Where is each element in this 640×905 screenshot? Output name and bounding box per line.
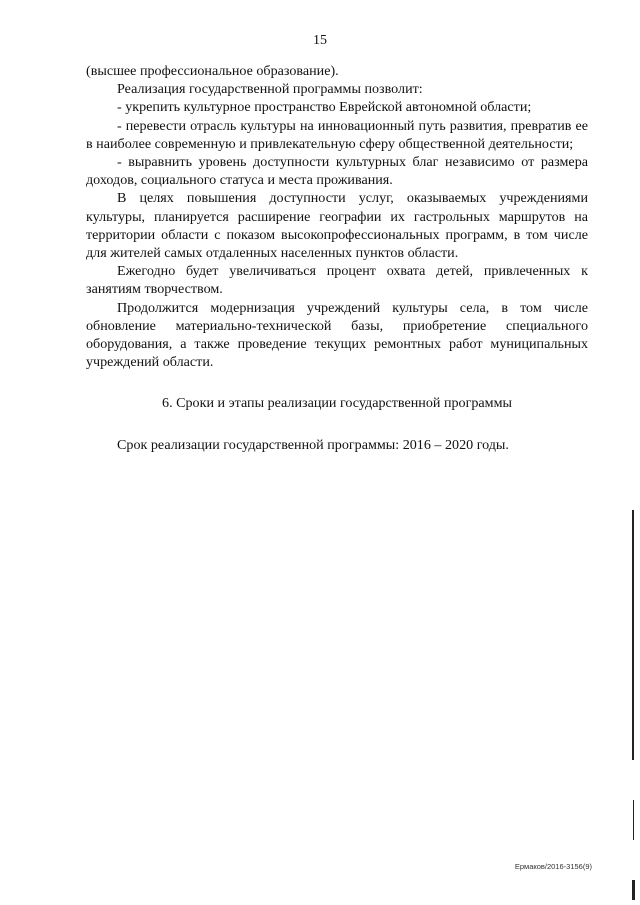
document-body [86, 62, 588, 454]
program-term: Срок реализации государственной программы: 2016 – 2020 годы. [117, 436, 509, 453]
paragraph: Ежегодно будет увеличиваться процент охвата детей, привлеченных к занятиям творчеством. [86, 263, 588, 298]
paragraph-intro: Реализация государственной программы позволит: [117, 81, 423, 98]
scan-edge-mark [632, 510, 634, 760]
list-item: - перевести отрасль культуры на инновационный путь развития, превратив ее в наиболее современную и привлекательную сферу общественной деятельности; [86, 117, 588, 152]
list-item: - выравнить уровень доступности культурных благ независимо от размера доходов, социального статуса и места проживания. [86, 154, 588, 189]
scan-edge-mark [633, 800, 634, 840]
scan-edge-mark [632, 880, 635, 900]
footer-code: Ермаков/2016-3156(9) [514, 862, 592, 871]
paragraph-continuation: (высшее профессиональное образование). [86, 63, 339, 79]
paragraph: Продолжится модернизация учреждений культуры села, в том числе обновление материально-технической базы, приобретение специального оборудования, а также проведение текущих ремонтных работ муниципальных учреждений области. [86, 299, 588, 371]
list-item: - укрепить культурное пространство Еврейской автономной области; [117, 99, 532, 116]
section-heading: 6. Сроки и этапы реализации государственной программы [162, 395, 512, 412]
page-number: 15 [313, 33, 327, 48]
paragraph: В целях повышения доступности услуг, оказываемых учреждениями культуры, планируется расширение географии их гастрольных маршрутов на территории области с показом высокопрофессиональных программ, в том числе для жителей самых отдаленных населенных пунктов области. [86, 190, 588, 262]
